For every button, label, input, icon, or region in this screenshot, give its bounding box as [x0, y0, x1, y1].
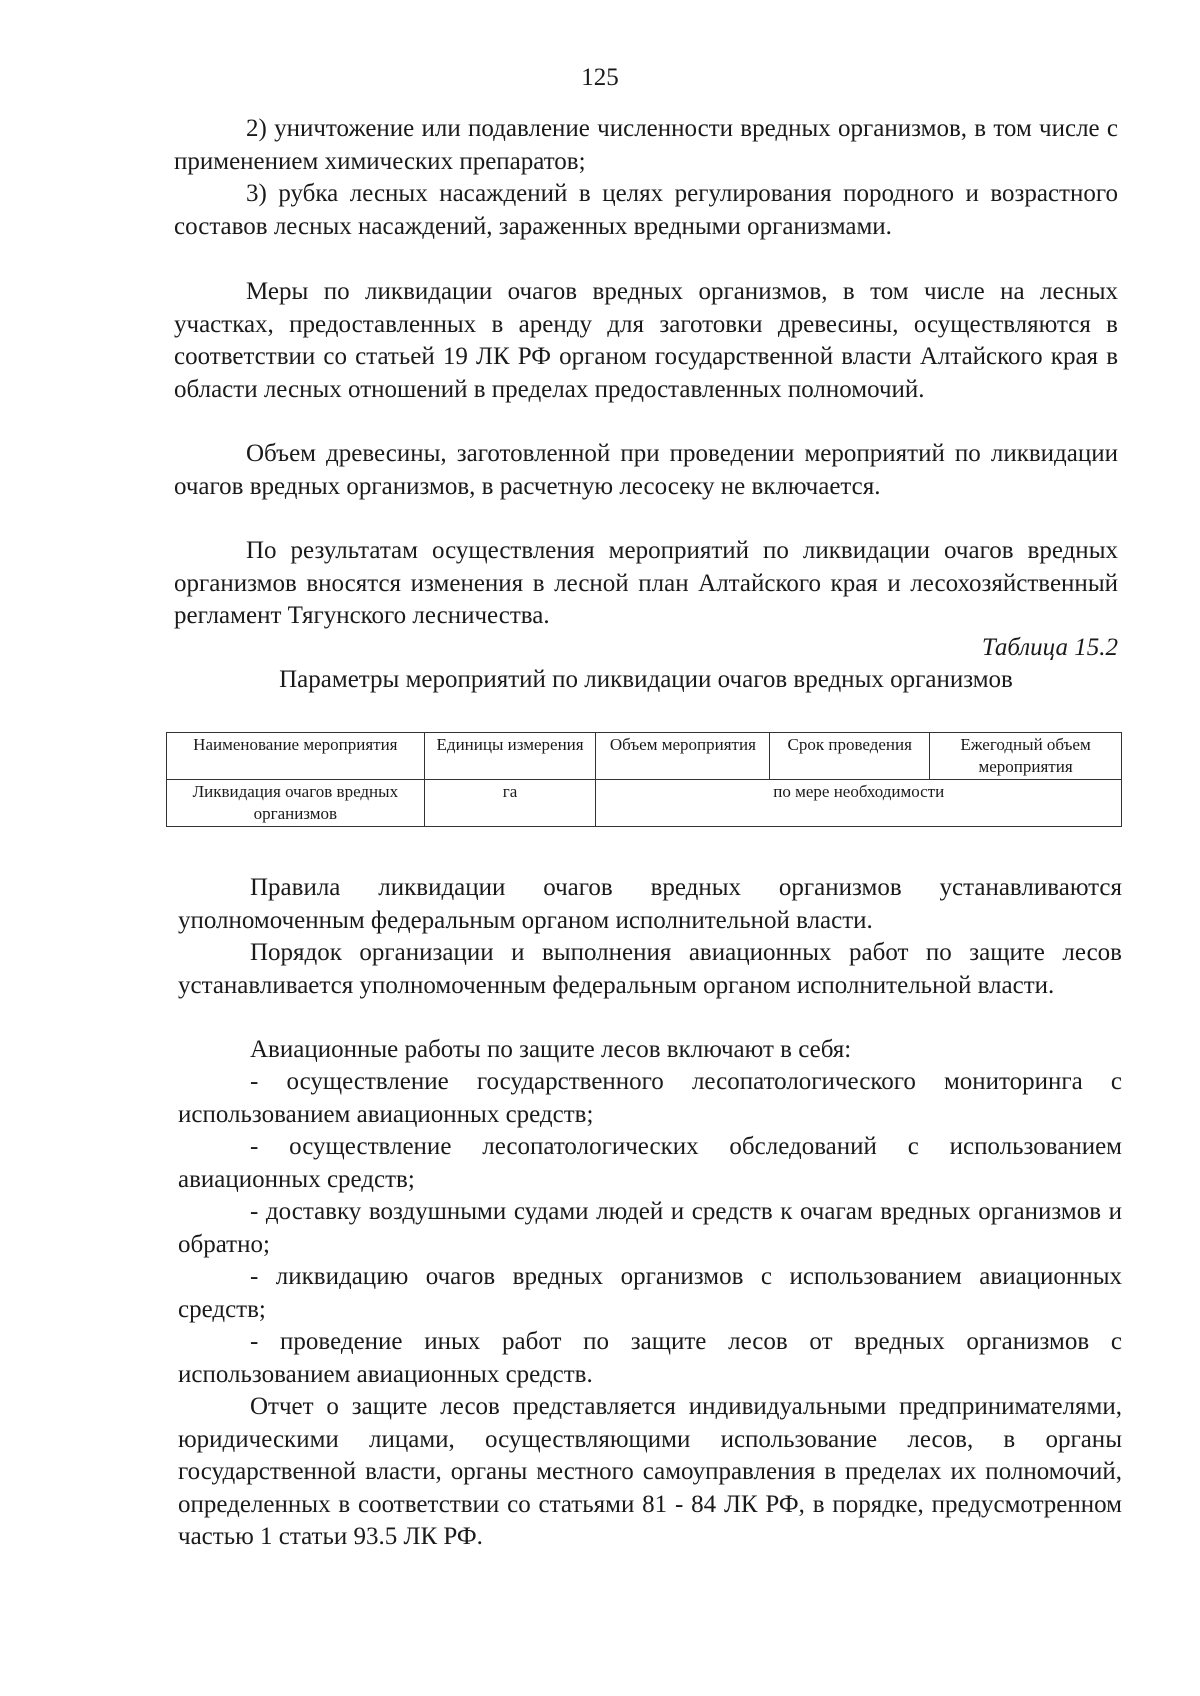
paragraph-liquidation-rules: Правила ликвидации очагов вредных организмов устанавливаются уполномоченным федеральным органом исполнительной власти.	[178, 874, 1122, 934]
header-timing: Срок проведения	[770, 733, 930, 780]
list-item: - осуществление государственного лесопатологического мониторинга с использованием авиационных средств;	[178, 1068, 1122, 1128]
header-units: Единицы измерения	[424, 733, 596, 780]
page-number: 125	[581, 64, 619, 91]
list-item: - ликвидацию очагов вредных организмов с использованием авиационных средств;	[178, 1263, 1122, 1323]
cell-unit: га	[424, 780, 596, 827]
cell-activity-name: Ликвидация очагов вредных организмов	[167, 780, 425, 827]
paragraph-results: По результатам осуществления мероприятий по ликвидации очагов вредных организмов вносятся изменения в лесной план Алтайского края и лесохозяйственный регламент Тягунского лесничества.	[174, 537, 1118, 629]
header-activity-name: Наименование мероприятия	[167, 733, 425, 780]
paragraph-destruction-measures: 2) уничтожение или подавление численности вредных организмов, в том числе с применением химических препаратов;	[174, 115, 1118, 175]
paragraph-wood-volume: Объем древесины, заготовленной при проведении мероприятий по ликвидации очагов вредных организмов, в расчетную лесосеку не включается.	[174, 440, 1118, 500]
table-header-row	[167, 733, 1122, 780]
paragraph-forest-protection-report: Отчет о защите лесов представляется индивидуальными предпринимателями, юридическими лицами, осуществляющими использование лесов, в органы государственной власти, органы местного самоуправления в пределах их полномочий, определенных в соответствии со статьями 81 - 84 ЛК РФ, в порядке, предусмотренном частью 1 статьи 93.5 ЛК РФ.	[178, 1393, 1122, 1550]
list-item: - проведение иных работ по защите лесов от вредных организмов с использованием авиационных средств.	[178, 1328, 1122, 1388]
list-item: - осуществление лесопатологических обследований с использованием авиационных средств;	[178, 1133, 1122, 1193]
table-title: Параметры мероприятий по ликвидации очагов вредных организмов	[279, 666, 1013, 693]
paragraph-liquidation-measures: Меры по ликвидации очагов вредных организмов, в том числе на лесных участках, предоставленных в аренду для заготовки древесины, осуществляются в соответствии со статьей 19 ЛК РФ органом государственной власти Алтайского края в области лесных отношений в пределах предоставленных полномочий.	[174, 278, 1118, 403]
paragraph-aviation-works-intro: Авиационные работы по защите лесов включают в себя:	[250, 1036, 852, 1063]
list-item: - доставку воздушными судами людей и средств к очагам вредных организмов и обратно;	[178, 1198, 1122, 1258]
header-annual-volume: Ежегодный объем мероприятия	[930, 733, 1122, 780]
cell-as-needed: по мере необходимости	[596, 780, 1122, 827]
parameters-table	[166, 732, 1122, 827]
header-volume: Объем мероприятия	[596, 733, 770, 780]
paragraph-aviation-procedure: Порядок организации и выполнения авиационных работ по защите лесов устанавливается уполномоченным федеральным органом исполнительной власти.	[178, 939, 1122, 999]
table-caption: Таблица 15.2	[981, 634, 1118, 661]
table-row	[167, 780, 1122, 827]
paragraph-felling-measures: 3) рубка лесных насаждений в целях регулирования породного и возрастного составов лесных насаждений, зараженных вредными организмами.	[174, 180, 1118, 240]
